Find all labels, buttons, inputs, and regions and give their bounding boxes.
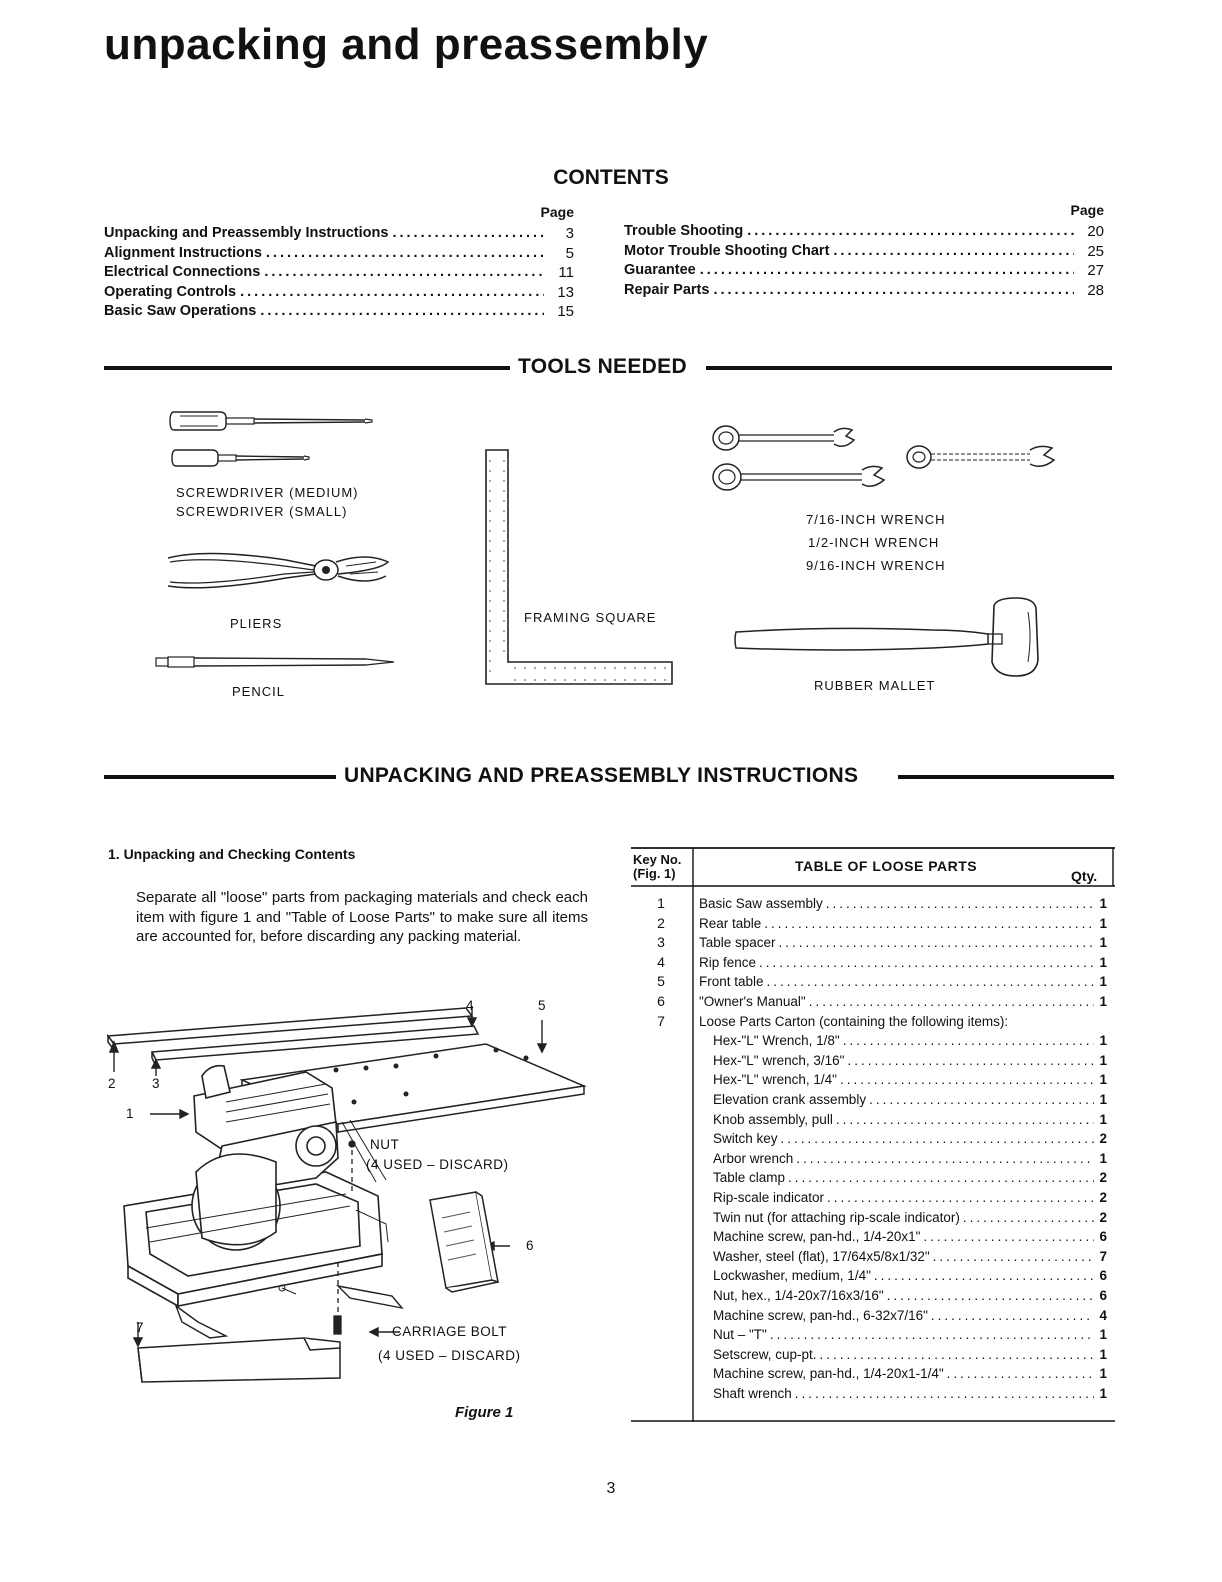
dot-leader <box>809 992 1094 1012</box>
wrench-1-2-label: 1/2-INCH WRENCH <box>808 535 940 550</box>
part-description: Lockwasher, medium, 1/4" <box>713 1268 871 1284</box>
part-description: Machine screw, pan-hd., 6-32x7/16" <box>713 1307 928 1323</box>
table-row <box>631 1168 1115 1188</box>
table-row <box>631 1031 1115 1051</box>
contents-entry-page: 20 <box>1087 223 1104 240</box>
part-quantity: 1 <box>1099 1366 1107 1382</box>
part-quantity: 1 <box>1099 1111 1107 1127</box>
step-paragraph: Separate all "loose" parts from packaging materials and check each item with figure 1 and "Table of Loose Parts" to make sure all items are accounted for, before discarding any packing material. <box>136 889 588 945</box>
contents-entry-page: 5 <box>565 244 574 262</box>
dot-leader <box>874 1266 1094 1286</box>
part-quantity: 1 <box>1099 1033 1107 1049</box>
table-row <box>631 1208 1115 1228</box>
dot-leader <box>843 1031 1094 1051</box>
wrench-icon <box>712 424 862 452</box>
page-title: unpacking and preassembly <box>104 20 709 69</box>
contents-entry-label: Unpacking and Preassembly Instructions <box>104 225 389 241</box>
nut-note: (4 USED – DISCARD) <box>366 1157 509 1172</box>
part-quantity: 1 <box>1099 1346 1107 1362</box>
contents-left-column <box>104 204 574 322</box>
contents-entry-label: Trouble Shooting <box>624 223 744 239</box>
page-number: 3 <box>606 1480 616 1497</box>
rubber-mallet-icon <box>732 596 1044 680</box>
part-description: Loose Parts Carton (containing the following items): <box>699 1013 1009 1029</box>
callout-6: 6 <box>526 1238 535 1253</box>
part-quantity: 1 <box>1099 954 1107 970</box>
part-quantity: 6 <box>1099 1288 1107 1303</box>
rubber-mallet-label: RUBBER MALLET <box>814 678 936 693</box>
part-quantity: 1 <box>1099 935 1107 951</box>
table-row <box>631 972 1115 992</box>
table-row <box>631 1325 1115 1345</box>
contents-entry <box>624 242 1104 262</box>
contents-entry-label: Alignment Instructions <box>104 244 262 261</box>
part-quantity: 7 <box>1099 1248 1107 1264</box>
part-quantity: 4 <box>1099 1307 1107 1323</box>
table-row <box>631 1188 1115 1208</box>
dot-leader <box>833 242 1074 262</box>
table-row <box>631 1247 1115 1267</box>
part-quantity: 2 <box>1099 1209 1107 1225</box>
part-description: Nut – "T" <box>713 1327 767 1343</box>
contents-entry-page: 3 <box>565 225 574 242</box>
contents-entry-page: 25 <box>1087 242 1104 260</box>
part-description: Switch key <box>713 1131 778 1147</box>
wrench-icon <box>906 444 1058 470</box>
contents-entry-label: Basic Saw Operations <box>104 303 257 319</box>
pencil-label: PENCIL <box>232 684 285 699</box>
contents-entry-page: 28 <box>1087 281 1104 299</box>
table-row <box>631 1286 1115 1306</box>
carriage-bolt-note: (4 USED – DISCARD) <box>378 1348 521 1363</box>
step-title: 1. Unpacking and Checking Contents <box>108 846 356 862</box>
table-row <box>631 1149 1115 1169</box>
dot-leader <box>713 281 1074 301</box>
dot-leader <box>795 1384 1094 1404</box>
dot-leader <box>840 1070 1094 1090</box>
part-quantity: 1 <box>1099 974 1107 990</box>
carriage-bolt-label: CARRIAGE BOLT <box>392 1324 508 1339</box>
contents-entry-page: 11 <box>558 264 574 281</box>
dot-leader <box>827 1188 1094 1208</box>
dot-leader <box>869 1090 1094 1110</box>
contents-heading: CONTENTS <box>553 166 669 189</box>
dot-leader <box>923 1227 1094 1247</box>
table-row <box>631 1266 1115 1286</box>
dot-leader <box>796 1149 1094 1169</box>
table-row <box>631 992 1115 1012</box>
part-quantity: 1 <box>1099 1386 1107 1401</box>
tools-heading: TOOLS NEEDED <box>518 355 687 378</box>
contents-entry <box>104 283 574 303</box>
part-description: "Owner's Manual" <box>699 994 806 1009</box>
screwdriver-medium-icon <box>170 408 375 434</box>
table-row <box>631 1345 1115 1365</box>
dot-leader <box>260 302 544 322</box>
part-description: Nut, hex., 1/4-20x7/16x3/16" <box>713 1288 884 1303</box>
dot-leader <box>266 244 544 264</box>
figure-caption: Figure 1 <box>455 1404 514 1421</box>
loose-parts-table <box>631 846 1115 1422</box>
contents-entry <box>104 263 574 283</box>
table-row <box>631 1090 1115 1110</box>
table-row <box>631 933 1115 953</box>
qty-header: Qty. <box>1071 868 1098 884</box>
contents-entry <box>104 302 574 322</box>
contents-entry-page: 15 <box>557 303 574 320</box>
part-description: Twin nut (for attaching rip-scale indicator) <box>713 1209 960 1225</box>
table-row <box>631 1012 1115 1032</box>
table-row <box>631 1306 1115 1326</box>
table-row <box>631 1110 1115 1130</box>
key-number: 5 <box>657 973 665 990</box>
pencil-icon <box>156 654 396 670</box>
callout-2: 2 <box>108 1076 117 1091</box>
part-quantity: 1 <box>1099 1072 1107 1088</box>
fig-header: (Fig. 1) <box>633 866 676 881</box>
instructions-heading: UNPACKING AND PREASSEMBLY INSTRUCTIONS <box>344 764 859 787</box>
screwdriver-small-label: SCREWDRIVER (SMALL) <box>176 504 348 519</box>
part-description: Washer, steel (flat), 17/64x5/8x1/32" <box>713 1248 930 1264</box>
part-quantity: 6 <box>1099 1229 1107 1245</box>
contents-entry-label: Repair Parts <box>624 281 710 298</box>
contents-entry <box>624 261 1104 281</box>
contents-entry <box>624 222 1104 242</box>
dot-leader <box>947 1364 1094 1384</box>
table-row <box>631 1051 1115 1071</box>
key-number: 1 <box>657 895 665 911</box>
screwdriver-medium-label: SCREWDRIVER (MEDIUM) <box>176 485 359 500</box>
part-description: Shaft wrench <box>713 1386 792 1401</box>
dot-leader <box>240 283 544 303</box>
saw-assembly-illustration <box>106 992 592 1384</box>
dot-leader <box>781 1129 1094 1149</box>
wrench-icon <box>712 462 890 492</box>
dot-leader <box>931 1306 1094 1326</box>
part-description: Setscrew, cup-pt. <box>713 1346 817 1362</box>
section-rule <box>898 775 1114 779</box>
table-row <box>631 953 1115 973</box>
wrench-9-16-label: 9/16-INCH WRENCH <box>806 558 946 573</box>
table-row <box>631 1364 1115 1384</box>
callout-5: 5 <box>538 998 547 1013</box>
part-description: Hex-"L" wrench, 1/4" <box>713 1072 837 1088</box>
contents-entry <box>624 281 1104 301</box>
section-rule <box>706 366 1112 370</box>
contents-entry-page: 13 <box>557 283 574 301</box>
contents-entry-label: Operating Controls <box>104 283 237 300</box>
dot-leader <box>700 261 1074 281</box>
part-description: Machine screw, pan-hd., 1/4-20x1" <box>713 1229 921 1245</box>
part-quantity: 1 <box>1099 994 1107 1009</box>
contents-entry-label: Motor Trouble Shooting Chart <box>624 242 830 259</box>
table-row <box>631 1129 1115 1149</box>
contents-entry-page: 27 <box>1087 262 1104 279</box>
dot-leader <box>788 1168 1094 1188</box>
part-description: Basic Saw assembly <box>699 896 823 911</box>
dot-leader <box>767 972 1094 992</box>
screwdriver-small-icon <box>172 448 312 468</box>
part-description: Hex-"L" wrench, 3/16" <box>713 1052 845 1068</box>
table-row <box>631 1384 1115 1404</box>
page-column-header: Page <box>540 204 574 220</box>
dot-leader <box>933 1247 1094 1267</box>
dot-leader <box>836 1110 1094 1130</box>
nut-label: NUT <box>370 1137 400 1152</box>
part-description: Arbor wrench <box>713 1150 794 1166</box>
part-quantity: 1 <box>1099 1327 1107 1343</box>
part-quantity: 2 <box>1099 1170 1107 1186</box>
dot-leader <box>779 933 1094 953</box>
table-row <box>631 1070 1115 1090</box>
framing-square-label: FRAMING SQUARE <box>524 610 657 625</box>
part-description: Rip fence <box>699 954 757 970</box>
dot-leader <box>759 953 1094 973</box>
table-row <box>631 1227 1115 1247</box>
dot-leader <box>764 914 1094 934</box>
dot-leader <box>887 1286 1094 1306</box>
framing-square-icon <box>484 448 674 688</box>
page-column-header: Page <box>1070 202 1104 218</box>
part-description: Machine screw, pan-hd., 1/4-20x1-1/4" <box>713 1366 944 1382</box>
part-description: Knob assembly, pull <box>713 1111 833 1127</box>
contents-entry-label: Guarantee <box>624 262 696 278</box>
contents-entry <box>104 224 574 244</box>
dot-leader <box>847 1051 1094 1071</box>
callout-4: 4 <box>466 998 475 1013</box>
part-description: Front table <box>699 974 764 990</box>
pliers-label: PLIERS <box>230 616 283 631</box>
section-rule <box>104 775 336 779</box>
table-row <box>631 914 1115 934</box>
part-description: Table clamp <box>713 1170 786 1186</box>
loose-parts-title: TABLE OF LOOSE PARTS <box>795 858 978 874</box>
key-no-header: Key No. <box>633 852 682 867</box>
dot-leader <box>820 1345 1094 1365</box>
key-number: 4 <box>657 953 665 970</box>
part-description: Rip-scale indicator <box>713 1190 825 1205</box>
part-quantity: 1 <box>1099 915 1107 931</box>
part-description: Elevation crank assembly <box>713 1092 867 1107</box>
part-description: Table spacer <box>699 935 776 951</box>
table-row <box>631 894 1115 914</box>
dot-leader <box>264 263 544 283</box>
callout-3: 3 <box>152 1076 161 1091</box>
contents-entry-label: Electrical Connections <box>104 264 261 280</box>
key-number: 2 <box>657 914 665 931</box>
part-description: Hex-"L" Wrench, 1/8" <box>713 1033 840 1049</box>
dot-leader <box>770 1325 1094 1345</box>
key-number: 6 <box>657 993 665 1009</box>
callout-7: 7 <box>136 1320 145 1335</box>
dot-leader <box>963 1208 1094 1228</box>
part-description: Rear table <box>699 915 762 931</box>
key-number: 3 <box>657 934 665 951</box>
part-quantity: 2 <box>1099 1190 1107 1205</box>
dot-leader <box>826 894 1094 914</box>
pliers-icon <box>166 548 392 596</box>
part-quantity: 1 <box>1099 896 1107 911</box>
wrench-7-16-label: 7/16-INCH WRENCH <box>806 512 946 527</box>
part-quantity: 1 <box>1099 1092 1107 1107</box>
part-quantity: 6 <box>1099 1268 1107 1284</box>
contents-entry <box>104 244 574 264</box>
part-quantity: 1 <box>1099 1150 1107 1166</box>
dot-leader <box>747 222 1074 242</box>
part-quantity: 1 <box>1099 1052 1107 1068</box>
key-number: 7 <box>657 1012 665 1029</box>
callout-1: 1 <box>126 1106 135 1121</box>
contents-right-column <box>624 202 1104 300</box>
dot-leader <box>392 224 544 244</box>
section-rule <box>104 366 510 370</box>
part-quantity: 2 <box>1099 1131 1107 1147</box>
